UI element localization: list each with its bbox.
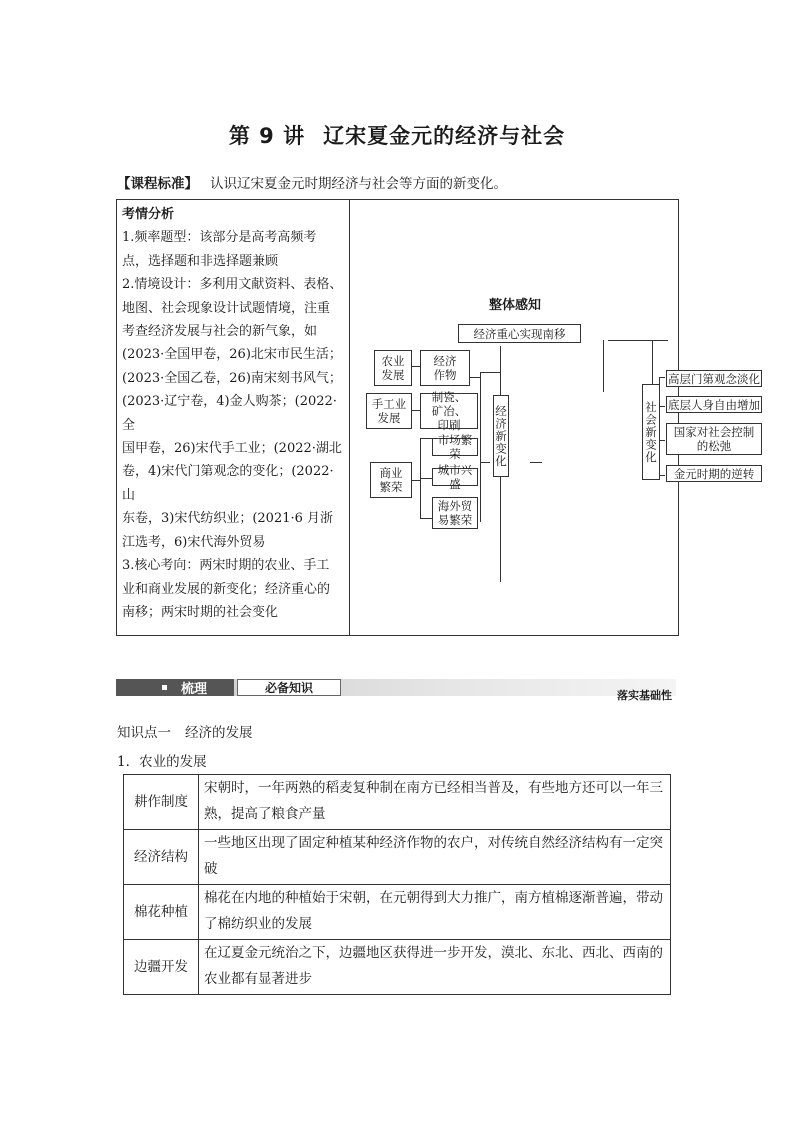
mind-box-commerce: 商业繁荣 — [370, 462, 412, 498]
connector-line — [603, 340, 604, 392]
mind-box-social-change: 社会新变化 — [642, 384, 660, 480]
standard-label: 【课程标准】 — [117, 176, 198, 192]
section-tag-text: 梳理 — [181, 682, 208, 697]
subsection-title: 1．农业的发展 — [117, 754, 207, 770]
connector-line — [652, 340, 653, 384]
table-row — [124, 830, 671, 885]
section-band — [116, 676, 676, 702]
analysis-line: 1.频率题型：该部分是高考高频考 — [122, 230, 317, 246]
analysis-line: 江选考，6)宋代海外贸易 — [122, 534, 266, 550]
connector-line — [480, 377, 481, 522]
mind-box-handicraft: 手工业发展 — [366, 393, 412, 429]
analysis-line: 业和商业发展的新变化；经济重心的 — [122, 581, 331, 597]
connector-line — [608, 340, 668, 341]
knowledge-point-title — [117, 721, 253, 741]
table-row — [124, 885, 671, 940]
mind-box-trade: 海外贸易繁荣 — [432, 497, 478, 529]
table-value: 宋朝时，一年两熟的稻麦复种制在南方已经相当普及，有些地方还可以一年三熟，提高了粮食产量 — [199, 775, 671, 830]
mind-box-crops: 经济作物 — [420, 350, 470, 386]
connector-line — [420, 438, 432, 439]
page-title — [0, 120, 794, 150]
mind-box-city: 城市兴盛 — [432, 468, 478, 486]
section-tab: 必备知识 — [237, 679, 341, 696]
section-right-label: 落实基础性 — [617, 689, 672, 702]
analysis-line: 卷，4)宋代门第观念的变化；(2022·山 — [122, 464, 334, 503]
connector-line — [412, 410, 420, 411]
exam-analysis — [122, 203, 346, 624]
mind-box-social-item: 高层门第观念淡化 — [668, 371, 760, 386]
table-value: 棉花在内地的种植始于宋朝，在元朝得到大力推广，南方植棉逐渐普遍，带动了棉纺织业的发展 — [199, 885, 671, 940]
connector-line — [480, 462, 490, 463]
connector-line — [420, 478, 432, 479]
analysis-line: 南移；两宋时期的社会变化 — [122, 604, 279, 620]
connector-line — [500, 346, 501, 372]
mind-box-econ-change: 经济新变化 — [493, 395, 509, 477]
mind-box-top: 经济重心实现南移 — [458, 324, 581, 343]
analysis-line: 考查经济发展与社会的新气象，如 — [122, 324, 318, 340]
standard-text: 认识辽宋夏金元时期经济与社会等方面的新变化。 — [210, 176, 507, 192]
connector-line — [470, 377, 480, 378]
analysis-line: 东卷，3)宋代纺织业；(2021·6 月浙 — [122, 511, 334, 527]
table-value: 一些地区出现了固定种植某种经济作物的农户，对传统自然经济结构有一定突破 — [199, 830, 671, 885]
curriculum-standard — [117, 172, 507, 192]
mind-map — [350, 200, 760, 637]
agriculture-table — [123, 774, 671, 995]
mind-box-social-item: 国家对社会控制的松弛 — [666, 423, 762, 455]
connector-line — [531, 462, 540, 463]
overview-table — [116, 199, 760, 636]
lesson-number: 第 9 讲 — [228, 124, 306, 148]
lesson-name: 辽宋夏金元的经济与社会 — [323, 124, 566, 148]
table-key: 边疆开发 — [124, 940, 199, 995]
analysis-line: 3.核心考向：两宋时期的农业、手工 — [122, 558, 330, 574]
analysis-line: (2023·全国乙卷，26)南宋刻书风气； — [122, 370, 342, 386]
connector-line — [412, 480, 420, 481]
connector-line — [480, 372, 500, 373]
mind-map-title: 整体感知 — [488, 298, 541, 313]
section-tag — [116, 679, 234, 696]
knowledge-point-label: 知识点一 — [117, 725, 171, 741]
mind-box-agriculture: 农业发展 — [374, 350, 412, 386]
analysis-heading: 考情分析 — [122, 207, 175, 222]
analysis-line: (2023·辽宁卷，4)金人购茶；(2022·全 — [122, 394, 337, 433]
mind-box-social-item: 底层人身自由增加 — [668, 397, 760, 412]
table-value: 在辽夏金元统治之下，边疆地区获得进一步开发，漠北、东北、西北、西南的农业都有显著进步 — [199, 940, 671, 995]
analysis-line: 点，选择题和非选择题兼顾 — [122, 253, 279, 269]
table-key: 棉花种植 — [124, 885, 199, 940]
analysis-line: 国甲卷，26)宋代手工业；(2022·湖北 — [122, 441, 342, 457]
knowledge-point-name: 经济的发展 — [185, 725, 253, 741]
table-key: 经济结构 — [124, 830, 199, 885]
mind-box-market: 市场繁荣 — [432, 438, 478, 456]
connector-line — [420, 518, 432, 519]
table-row — [124, 940, 671, 995]
table-row — [124, 775, 671, 830]
analysis-line: 2.情境设计：多利用文献资料、表格、 — [122, 277, 343, 293]
analysis-line: 地图、社会现象设计试题情境，注重 — [122, 300, 331, 316]
table-key: 耕作制度 — [124, 775, 199, 830]
square-bullet-icon — [162, 685, 167, 690]
connector-line — [412, 366, 420, 367]
analysis-line: (2023·全国甲卷，26)北宋市民生活； — [122, 347, 342, 363]
mind-box-crafts: 制瓷、矿冶、印刷 — [420, 393, 478, 429]
mind-box-social-item: 金元时期的逆转 — [666, 465, 762, 482]
